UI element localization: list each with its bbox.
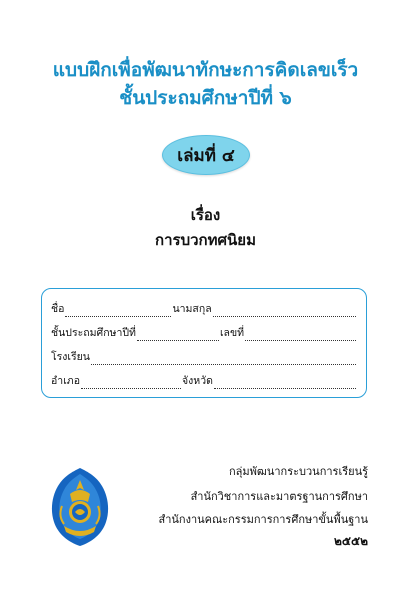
obec-emblem-icon [48, 466, 112, 548]
volume-badge: เล่มที่ ๔ [162, 135, 250, 175]
topic-label: เรื่อง [190, 206, 221, 224]
publisher-line-1: กลุ่มพัฒนากระบวนการเรียนรู้ [229, 465, 368, 478]
district-label: อำเภอ [51, 375, 81, 387]
grade-row [51, 325, 357, 341]
province-field[interactable] [214, 377, 356, 389]
school-label: โรงเรียน [51, 351, 90, 363]
student-info-box [41, 288, 367, 398]
title-line-1: แบบฝึกเพื่อพัฒนาทักษะการคิดเลขเร็ว [52, 59, 359, 81]
grade-label: ชั้นประถมศึกษาปีที่ [51, 327, 136, 339]
publication-year: ๒๕๕๒ [334, 534, 368, 548]
grade-field[interactable] [137, 329, 219, 341]
district-row [51, 373, 357, 389]
number-field[interactable] [245, 329, 356, 341]
surname-label: นามสกุล [172, 303, 212, 315]
name-field[interactable] [65, 305, 171, 317]
school-field[interactable] [91, 353, 356, 365]
province-label: จังหวัด [182, 375, 213, 387]
publisher-line-2: สำนักวิชาการและมาตรฐานการศึกษา [190, 490, 368, 503]
topic-name: การบวกทศนิยม [155, 231, 256, 249]
name-row [51, 301, 357, 317]
publisher-line-3: สำนักงานคณะกรรมการการศึกษาขั้นพื้นฐาน [158, 513, 368, 526]
school-row [51, 349, 357, 365]
number-label: เลขที่ [219, 327, 245, 339]
district-field[interactable] [81, 377, 181, 389]
title-line-2: ชั้นประถมศึกษาปีที่ ๖ [119, 87, 292, 109]
surname-field[interactable] [213, 305, 356, 317]
name-label: ชื่อ [51, 303, 65, 315]
